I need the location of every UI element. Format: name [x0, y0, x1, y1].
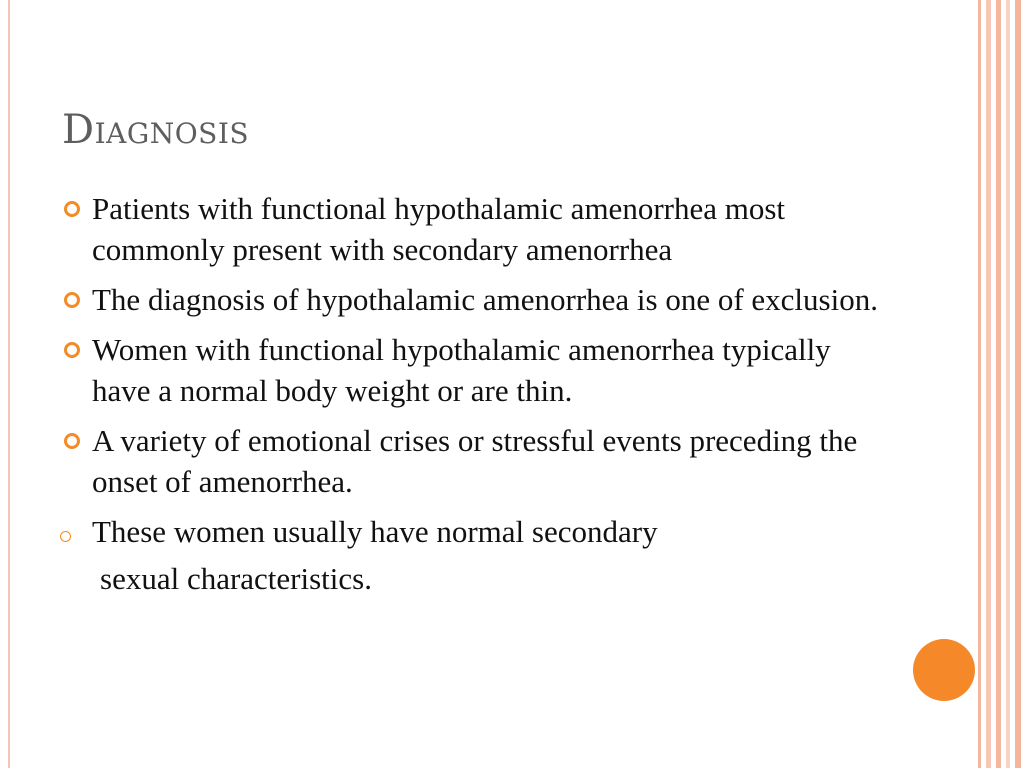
bullet-marker-icon	[64, 342, 80, 358]
bullet-item	[56, 279, 886, 320]
right-stripe	[986, 0, 991, 768]
orange-circle-decoration-icon	[913, 639, 975, 701]
bullet-marker-icon	[64, 433, 80, 449]
bullet-text: The diagnosis of hypothalamic amenorrhea is one of exclusion.	[92, 282, 878, 317]
right-stripe	[1006, 0, 1010, 768]
bullet-text: A variety of emotional crises or stressful events preceding the onset of amenorrhea.	[92, 423, 858, 499]
bullet-item	[56, 420, 886, 502]
bullet-text-continuation: sexual characteristics.	[100, 561, 372, 596]
slide-title: Diagnosis	[62, 107, 250, 153]
right-stripe	[996, 0, 1001, 768]
right-stripe	[1015, 0, 1021, 768]
bullet-item	[56, 511, 886, 599]
bullet-text: Women with functional hypothalamic amenorrhea typically have a normal body weight or are thin.	[92, 332, 831, 408]
bullet-list	[56, 188, 886, 608]
right-stripe	[978, 0, 981, 768]
bullet-marker-hollow-icon	[60, 531, 71, 542]
bullet-item	[56, 329, 886, 411]
bullet-text: Patients with functional hypothalamic amenorrhea most commonly present with secondary amenorrhea	[92, 191, 786, 267]
bullet-marker-icon	[64, 201, 80, 217]
bullet-item	[56, 188, 886, 270]
bullet-text: These women usually have normal secondary	[92, 514, 658, 549]
left-border-rule	[8, 0, 10, 768]
bullet-marker-icon	[64, 292, 80, 308]
